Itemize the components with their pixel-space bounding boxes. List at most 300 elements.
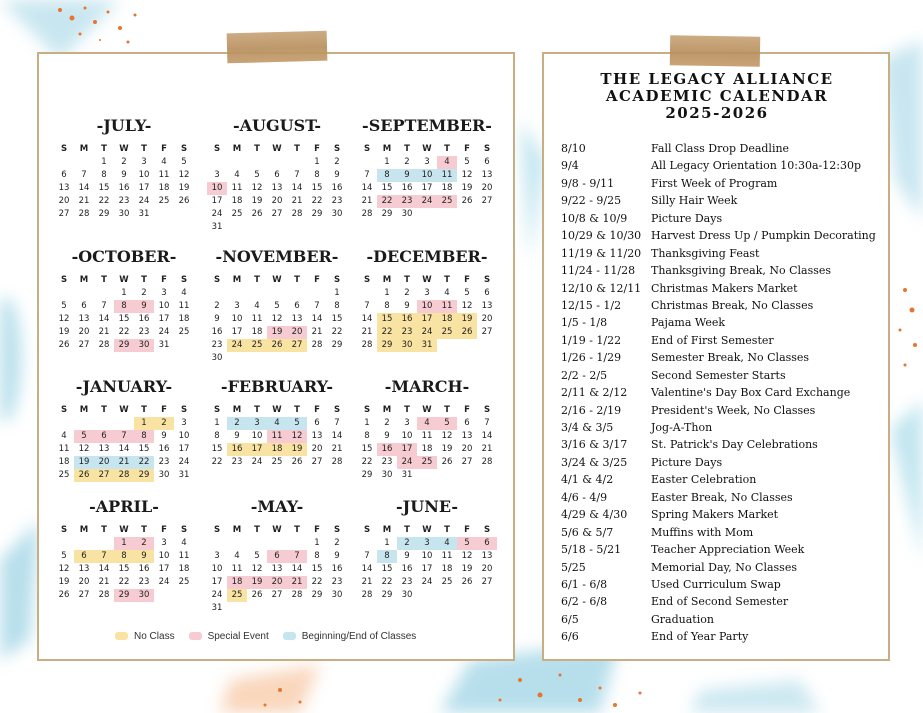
month-title: -APRIL- [89, 497, 159, 516]
day-cell: 3 [424, 288, 430, 298]
day-cell: 14 [361, 564, 373, 574]
day-cell: 30 [397, 339, 417, 352]
day-cell: 28 [361, 340, 373, 350]
weekday-header: T [254, 144, 260, 154]
day-cell: 7 [114, 430, 134, 443]
day-cell: 10 [158, 551, 170, 561]
weekday-header: T [444, 275, 450, 285]
day-cell: 12 [461, 551, 473, 561]
day-cell: 4 [417, 417, 437, 430]
day-cell: 25 [417, 456, 437, 469]
month-title: -JULY- [96, 116, 152, 135]
day-cell: 27 [461, 457, 473, 467]
day-cell: 10 [401, 431, 413, 441]
event-name: Thanksgiving Feast [651, 246, 760, 260]
weekday-header: S [60, 525, 68, 535]
day-cell: 17 [138, 183, 150, 193]
weekday-header: W [272, 144, 282, 154]
weekday-header: F [161, 405, 167, 415]
day-cell: 15 [138, 444, 150, 454]
weekday-header: F [161, 275, 167, 285]
day-cell: 6 [484, 288, 490, 298]
weekday-header: F [464, 405, 470, 415]
day-cell: 7 [364, 551, 370, 561]
day-cell: 6 [294, 301, 300, 311]
day-grid [54, 404, 194, 482]
day-cell: 14 [118, 444, 130, 454]
begin-end-swatch-icon [283, 632, 296, 640]
event-date: 12/10 & 12/11 [561, 281, 642, 295]
day-cell: 31 [138, 209, 150, 219]
day-cell: 25 [437, 326, 457, 339]
day-cell: 15 [311, 564, 323, 574]
day-cell: 16 [211, 327, 223, 337]
weekday-header: S [213, 405, 221, 415]
day-cell: 16 [331, 183, 343, 193]
day-cell: 4 [267, 417, 287, 430]
event-row [561, 192, 881, 209]
day-cell: 16 [158, 444, 170, 454]
day-cell: 29 [381, 590, 393, 600]
day-cell: 4 [254, 301, 260, 311]
event-date: 9/8 - 9/11 [561, 176, 615, 190]
day-cell: 21 [361, 327, 373, 337]
day-cell: 24 [417, 195, 437, 208]
weekday-header: M [382, 144, 392, 154]
day-cell: 24 [211, 590, 223, 600]
month-title: -OCTOBER- [71, 247, 177, 266]
event-row [561, 576, 881, 593]
day-cell: 8 [364, 431, 370, 441]
month-title: -JUNE- [396, 497, 458, 516]
day-cell: 9 [404, 551, 410, 561]
day-cell: 4 [444, 288, 450, 298]
legend-item-special-event [189, 631, 269, 642]
day-cell: 30 [401, 590, 413, 600]
day-cell: 10 [178, 431, 190, 441]
weekday-header: S [363, 144, 371, 154]
weekday-header: T [444, 144, 450, 154]
day-cell: 2 [134, 537, 154, 550]
day-cell: 11 [441, 551, 453, 561]
empty-cell [114, 417, 134, 430]
day-cell: 2 [384, 418, 390, 428]
day-cell: 16 [118, 183, 130, 193]
month-calendar [207, 115, 347, 234]
day-cell: 14 [291, 183, 303, 193]
weekday-header: S [333, 405, 341, 415]
day-cell: 5 [254, 551, 260, 561]
event-row [561, 419, 881, 436]
day-cell: 16 [377, 443, 397, 456]
weekday-header: S [333, 275, 341, 285]
weekday-header: T [101, 405, 107, 415]
event-row [561, 227, 881, 244]
day-cell: 11 [251, 314, 263, 324]
day-grid [357, 404, 497, 482]
day-cell: 29 [361, 470, 373, 480]
event-date: 9/22 - 9/25 [561, 194, 622, 208]
day-cell: 15 [377, 313, 397, 326]
day-cell: 7 [314, 301, 320, 311]
weekday-header: S [60, 405, 68, 415]
month-title: -MAY- [250, 497, 304, 516]
event-row [561, 506, 881, 523]
day-cell: 22 [311, 577, 323, 587]
day-cell: 16 [138, 564, 150, 574]
day-cell: 9 [134, 300, 154, 313]
day-cell: 13 [481, 551, 493, 561]
empty-cell [267, 287, 287, 300]
day-cell: 21 [78, 196, 90, 206]
day-cell: 23 [138, 577, 150, 587]
weekday-header: W [119, 525, 129, 535]
day-cell: 6 [81, 301, 87, 311]
day-cell: 4 [437, 537, 457, 550]
event-name: St. Patrick's Day Celebrations [651, 438, 818, 452]
day-cell: 5 [274, 301, 280, 311]
day-cell: 20 [481, 183, 493, 193]
event-name: Muffins with Mom [651, 525, 754, 539]
empty-cell [307, 287, 327, 300]
weekday-header: F [464, 144, 470, 154]
day-cell: 28 [291, 590, 303, 600]
day-cell: 4 [437, 156, 457, 169]
day-cell: 8 [377, 169, 397, 182]
day-cell: 12 [251, 564, 263, 574]
day-cell: 5 [457, 537, 477, 550]
empty-cell [247, 287, 267, 300]
day-cell: 4 [181, 288, 187, 298]
day-cell: 19 [457, 313, 477, 326]
day-cell: 17 [178, 444, 190, 454]
day-cell: 21 [311, 327, 323, 337]
day-cell: 11 [421, 431, 433, 441]
day-cell: 2 [121, 157, 127, 167]
day-cell: 8 [134, 430, 154, 443]
day-cell: 18 [178, 314, 190, 324]
day-cell: 3 [417, 537, 437, 550]
event-date: 4/6 - 4/9 [561, 490, 608, 504]
event-date: 1/19 - 1/22 [561, 333, 622, 347]
day-cell: 14 [78, 183, 90, 193]
empty-cell [287, 156, 307, 169]
day-cell: 2 [214, 301, 220, 311]
weekday-header: F [464, 525, 470, 535]
day-cell: 15 [98, 183, 110, 193]
day-cell: 3 [214, 551, 220, 561]
day-cell: 20 [287, 326, 307, 339]
day-grid [54, 143, 194, 221]
day-cell: 26 [461, 196, 473, 206]
day-cell: 8 [314, 170, 320, 180]
empty-cell [357, 537, 377, 550]
empty-cell [94, 537, 114, 550]
day-cell: 17 [158, 564, 170, 574]
month-calendar [207, 496, 347, 615]
day-cell: 8 [377, 550, 397, 563]
day-cell: 20 [461, 444, 473, 454]
day-cell: 25 [271, 457, 283, 467]
day-cell: 1 [384, 538, 390, 548]
month-title: -MARCH- [384, 377, 470, 396]
weekday-header: S [363, 405, 371, 415]
day-cell: 28 [98, 340, 110, 350]
day-cell: 26 [267, 339, 287, 352]
day-cell: 28 [361, 590, 373, 600]
month-title: -NOVEMBER- [215, 247, 339, 266]
day-cell: 29 [98, 209, 110, 219]
day-cell: 25 [178, 327, 190, 337]
empty-cell [54, 156, 74, 169]
event-date: 5/18 - 5/21 [561, 543, 622, 557]
empty-cell [267, 156, 287, 169]
day-cell: 3 [141, 157, 147, 167]
day-cell: 10 [417, 169, 437, 182]
weekday-header: F [161, 144, 167, 154]
month-calendar [357, 115, 497, 221]
event-row [561, 297, 881, 314]
empty-cell [227, 156, 247, 169]
month-calendar [54, 376, 194, 482]
day-cell: 19 [287, 443, 307, 456]
day-cell: 2 [154, 417, 174, 430]
weekday-header: M [232, 144, 242, 154]
event-name: Christmas Makers Market [651, 281, 798, 295]
weekday-header: F [314, 405, 320, 415]
empty-cell [207, 156, 227, 169]
day-cell: 24 [158, 327, 170, 337]
event-row [561, 489, 881, 506]
day-cell: 31 [178, 470, 190, 480]
weekday-header: T [404, 405, 410, 415]
day-cell: 23 [158, 457, 170, 467]
weekday-header: T [254, 275, 260, 285]
day-cell: 10 [421, 551, 433, 561]
day-cell: 24 [158, 577, 170, 587]
event-name: Picture Days [651, 211, 723, 225]
day-cell: 22 [134, 456, 154, 469]
weekday-header: S [180, 525, 188, 535]
day-cell: 28 [481, 457, 493, 467]
day-cell: 27 [78, 340, 90, 350]
day-cell: 12 [441, 431, 453, 441]
month-calendar [54, 115, 194, 221]
day-cell: 16 [397, 313, 417, 326]
weekday-header: T [141, 144, 147, 154]
day-cell: 17 [421, 183, 433, 193]
month-title: -AUGUST- [232, 116, 322, 135]
day-cell: 12 [178, 170, 190, 180]
day-cell: 17 [211, 577, 223, 587]
day-cell: 5 [61, 301, 67, 311]
event-row [561, 384, 881, 401]
event-name: Pajama Week [651, 316, 726, 330]
month-calendar [357, 376, 497, 482]
day-cell: 7 [334, 418, 340, 428]
day-cell: 27 [481, 327, 493, 337]
weekday-header: W [422, 275, 432, 285]
event-row [561, 245, 881, 262]
weekday-header: S [363, 275, 371, 285]
day-cell: 1 [314, 157, 320, 167]
day-cell: 9 [334, 551, 340, 561]
day-cell: 10 [251, 431, 263, 441]
legend-label: No Class [134, 630, 175, 642]
day-cell: 16 [227, 443, 247, 456]
day-cell: 1 [214, 418, 220, 428]
day-cell: 31 [211, 603, 223, 613]
day-cell: 30 [211, 353, 223, 363]
event-name: End of Second Semester [651, 595, 789, 609]
day-cell: 22 [118, 327, 130, 337]
event-date: 5/25 [561, 560, 586, 574]
day-cell: 24 [251, 457, 263, 467]
event-name: Valentine's Day Box Card Exchange [651, 386, 851, 400]
event-name: All Legacy Orientation 10:30a-12:30p [651, 159, 861, 173]
event-name: Silly Hair Week [651, 194, 738, 208]
day-cell: 6 [274, 170, 280, 180]
day-cell: 10 [207, 182, 227, 195]
day-cell: 23 [331, 577, 343, 587]
day-cell: 29 [114, 589, 134, 602]
weekday-header: M [232, 405, 242, 415]
day-cell: 18 [267, 443, 287, 456]
day-cell: 12 [271, 314, 283, 324]
day-cell: 14 [481, 431, 493, 441]
day-cell: 22 [331, 327, 343, 337]
day-cell: 21 [287, 576, 307, 589]
day-cell: 8 [114, 300, 134, 313]
day-cell: 25 [178, 577, 190, 587]
day-cell: 9 [121, 170, 127, 180]
weekday-header: T [294, 405, 300, 415]
day-cell: 19 [74, 456, 94, 469]
day-cell: 13 [271, 564, 283, 574]
day-cell: 9 [161, 431, 167, 441]
weekday-header: T [404, 525, 410, 535]
empty-cell [247, 156, 267, 169]
day-cell: 17 [231, 327, 243, 337]
legend-label: Special Event [207, 630, 269, 642]
event-name: End of First Semester [651, 333, 774, 347]
day-cell: 3 [161, 288, 167, 298]
weekday-header: M [79, 405, 89, 415]
day-cell: 25 [247, 339, 267, 352]
day-cell: 26 [291, 457, 303, 467]
empty-cell [74, 287, 94, 300]
event-name: Second Semester Starts [651, 368, 786, 382]
no-class-swatch-icon [115, 632, 128, 640]
day-cell: 27 [481, 196, 493, 206]
day-cell: 16 [401, 564, 413, 574]
day-cell: 18 [421, 444, 433, 454]
special-event-swatch-icon [189, 632, 202, 640]
day-cell: 20 [271, 196, 283, 206]
day-cell: 11 [437, 169, 457, 182]
day-cell: 8 [101, 170, 107, 180]
day-cell: 13 [58, 183, 70, 193]
day-cell: 13 [291, 314, 303, 324]
day-cell: 24 [211, 209, 223, 219]
day-cell: 5 [254, 170, 260, 180]
day-cell: 28 [78, 209, 90, 219]
day-cell: 28 [291, 209, 303, 219]
weekday-header: M [382, 525, 392, 535]
day-cell: 18 [158, 183, 170, 193]
day-cell: 26 [74, 469, 94, 482]
day-cell: 21 [361, 196, 373, 206]
day-cell: 21 [114, 456, 134, 469]
day-cell: 17 [211, 196, 223, 206]
day-cell: 3 [247, 417, 267, 430]
day-cell: 18 [441, 564, 453, 574]
day-cell: 11 [231, 183, 243, 193]
empty-cell [357, 287, 377, 300]
day-cell: 3 [181, 418, 187, 428]
day-cell: 17 [247, 443, 267, 456]
empty-cell [287, 287, 307, 300]
day-cell: 9 [397, 169, 417, 182]
day-cell: 26 [178, 196, 190, 206]
day-grid [357, 274, 497, 352]
day-cell: 7 [81, 170, 87, 180]
day-cell: 21 [361, 577, 373, 587]
empty-cell [267, 537, 287, 550]
day-cell: 23 [397, 326, 417, 339]
event-date: 6/2 - 6/8 [561, 595, 608, 609]
day-cell: 4 [161, 157, 167, 167]
day-cell: 13 [98, 444, 110, 454]
empty-cell [74, 537, 94, 550]
weekday-header: W [272, 525, 282, 535]
day-cell: 1 [114, 537, 134, 550]
day-cell: 7 [94, 550, 114, 563]
event-row [561, 471, 881, 488]
day-cell: 9 [384, 431, 390, 441]
event-date: 6/5 [561, 612, 579, 626]
day-cell: 13 [481, 301, 493, 311]
day-cell: 30 [118, 209, 130, 219]
day-cell: 8 [214, 431, 220, 441]
day-cell: 18 [441, 183, 453, 193]
weekday-header: F [314, 275, 320, 285]
event-date: 10/8 & 10/9 [561, 211, 628, 225]
event-name: Memorial Day, No Classes [651, 560, 797, 574]
day-cell: 21 [98, 327, 110, 337]
day-cell: 2 [227, 417, 247, 430]
calendar-title-line: 2025-2026 [665, 104, 769, 122]
day-cell: 25 [227, 589, 247, 602]
day-cell: 11 [437, 300, 457, 313]
day-cell: 2 [334, 157, 340, 167]
event-date: 11/24 - 11/28 [561, 264, 636, 278]
event-row [561, 436, 881, 453]
day-cell: 6 [74, 550, 94, 563]
weekday-header: M [232, 275, 242, 285]
month-calendar [357, 496, 497, 602]
weekday-header: S [363, 525, 371, 535]
event-name: Fall Class Drop Deadline [651, 142, 790, 155]
weekday-header: S [483, 525, 491, 535]
day-cell: 16 [401, 183, 413, 193]
weekday-header: T [444, 405, 450, 415]
weekday-header: T [141, 405, 147, 415]
day-cell: 7 [364, 170, 370, 180]
month-title: -JANUARY- [75, 377, 173, 396]
day-cell: 23 [331, 196, 343, 206]
day-cell: 17 [158, 314, 170, 324]
